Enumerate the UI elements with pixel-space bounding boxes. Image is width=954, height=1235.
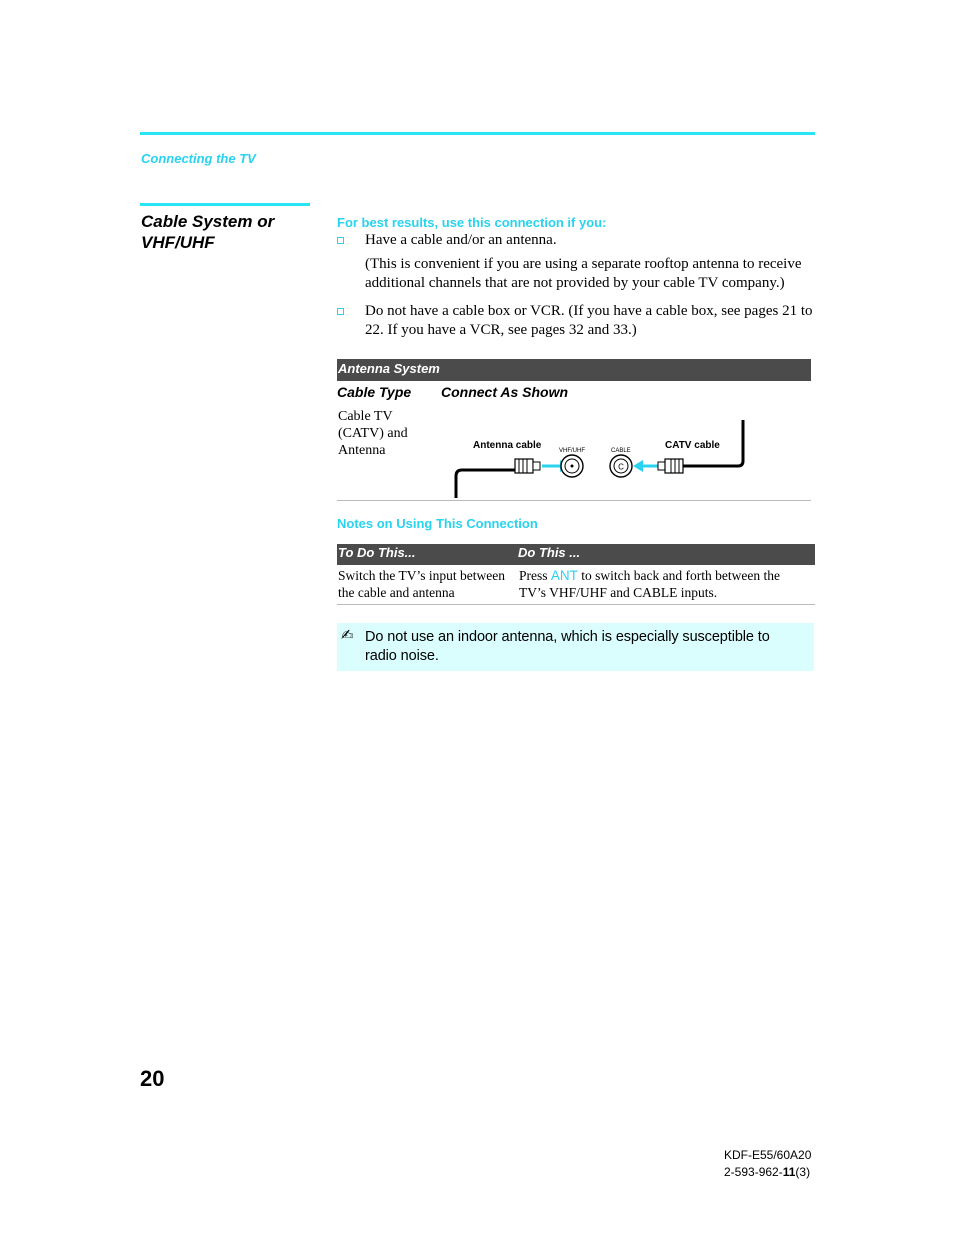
- vhf-uhf-jack-icon: [561, 455, 583, 477]
- antenna-cable-label: Antenna cable: [473, 440, 542, 451]
- notes-table-rule: [337, 604, 815, 605]
- antenna-table-rule: [337, 500, 811, 501]
- cable-jack-letter: C: [618, 462, 624, 472]
- antenna-cable-line: [456, 470, 515, 498]
- footer-code-suffix: (3): [795, 1165, 811, 1179]
- section-header: Connecting the TV: [141, 151, 256, 166]
- notes-table-header-bar: [337, 544, 815, 565]
- notes-row-dothis-cell: [519, 567, 809, 601]
- bullet-square-icon: [337, 308, 344, 315]
- catv-cable-label: CATV cable: [665, 440, 720, 451]
- footer-code-prefix: 2-593-962-: [724, 1165, 783, 1179]
- antenna-connector-icon: [515, 459, 540, 473]
- footer-model: KDF-E55/60A20: [724, 1148, 812, 1162]
- note-pen-icon: ✍: [341, 626, 354, 644]
- vhf-uhf-label: VHF/UHF: [559, 448, 585, 454]
- catv-arrowhead: [633, 460, 643, 472]
- ant-button-label: ANT: [550, 568, 578, 583]
- notes-col-dothis: Do This ...: [518, 545, 581, 560]
- bullet-item: Do not have a cable box or VCR. (If you have a cable box, see pages 21 to 22. If you have a VCR, see pages 32 and 33.): [365, 303, 813, 338]
- bullet-note: (This is convenient if you are using a separate rooftop antenna to receive additional channels that are not provided by your cable TV company.): [365, 256, 802, 291]
- cable-jack-icon: [610, 455, 632, 477]
- best-results-heading: For best results, use this connection if you:: [337, 215, 607, 230]
- press-text: Press: [519, 568, 551, 583]
- note-text: Do not use an indoor antenna, which is especially susceptible to radio noise.: [365, 629, 770, 664]
- side-title: Cable System or VHF/UHF: [141, 212, 275, 252]
- switch-text: to switch back and forth between the TV’s VHF/UHF and CABLE inputs.: [519, 568, 780, 600]
- antenna-cable-type-cell: Cable TV (CATV) and Antenna: [338, 409, 408, 458]
- antenna-table-header-bar: [337, 359, 811, 381]
- footer-code-bold: 11: [782, 1165, 796, 1179]
- bullet-square-icon: [337, 237, 344, 244]
- connection-diagram: [440, 412, 810, 500]
- cable-label: CABLE: [611, 448, 631, 454]
- bullet-item: Have a cable and/or an antenna.: [365, 232, 557, 248]
- notes-col-todo: To Do This...: [338, 545, 416, 560]
- top-rule: [140, 132, 815, 135]
- notes-row-todo-cell: Switch the TV’s input between the cable and antenna: [338, 568, 505, 600]
- catv-connector-icon: [658, 459, 683, 473]
- footer-code: [724, 1165, 810, 1179]
- note-box: [337, 623, 814, 671]
- notes-heading: Notes on Using This Connection: [337, 516, 538, 531]
- antenna-col-connect: Connect As Shown: [441, 384, 569, 400]
- page-number: 20: [140, 1066, 165, 1091]
- antenna-col-cable-type: Cable Type: [337, 384, 412, 400]
- antenna-table-title: Antenna System: [338, 361, 440, 376]
- side-rule: [140, 203, 310, 206]
